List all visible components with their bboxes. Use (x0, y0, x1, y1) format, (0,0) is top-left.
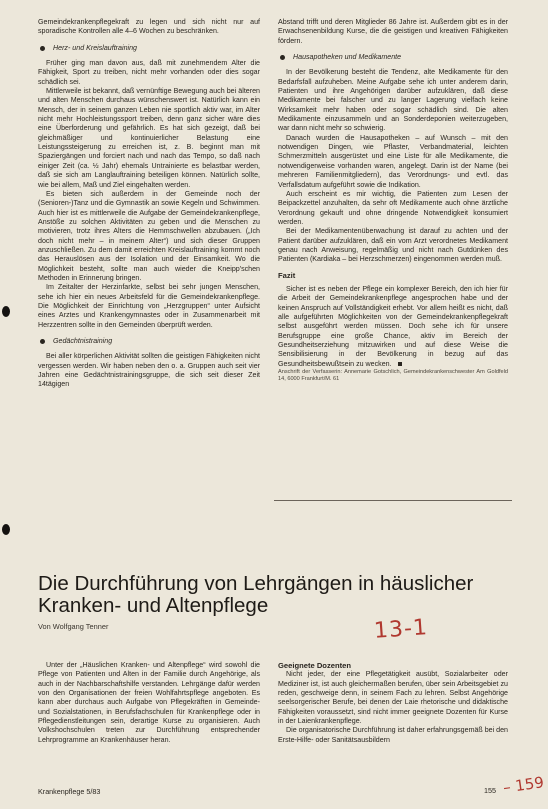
top-right-column (278, 18, 508, 383)
paragraph: Abstand trifft und deren Mitglieder 86 Jahre ist. Außerdem gibt es in der Erwachsenenbildung Kurse, die die geistigen und kreativen Fähigkeiten fördern. (278, 18, 508, 45)
subheading: Geeignete Dozenten (278, 661, 351, 670)
punch-hole (2, 306, 10, 317)
end-mark-icon (398, 362, 402, 366)
paragraph (278, 285, 508, 369)
paragraph: In der Bevölkerung besteht die Tendenz, alte Medikamente für den Bedarfsfall aufzuheben. Meine Aufgabe sehe ich unter anderem darin, Patienten und ihre Angehörigen darüber aufzuklären, daß diese Medikamente bei falscher und zu langer Lagerung vielfach keine Wirksamkeit mehr haben oder sogar schädlich sind. Die alten Medikamente einzusammeln und an Sonderdeponien weiterzugeben, war dann nicht mehr so schwierig. (278, 68, 508, 133)
paragraph: Die organisatorische Durchführung ist daher erfahrungsgemäß bei den Erste-Hilfe- oder Sanitätsausbildern (278, 726, 509, 744)
paragraph: Früher ging man davon aus, daß mit zunehmendem Alter die Fähigkeit, Sport zu treiben, nicht mehr vorhanden oder dies sogar schädlich sei. (38, 59, 260, 86)
bullet-icon (40, 46, 45, 51)
handwritten-page-mark: – 159 (501, 773, 545, 797)
paragraph: Unter der „Häuslichen Kranken- und Altenpflege“ wird sowohl die Pflege von Patienten und Alten in der Familie durch Angehörige, als auch in der Nachbarschaftshilfe verstanden. Lehrgänge dafür werden von den Organisationen der freien Wohlfahrtspflege angeboten. Es kann aber durchaus auch Aufgabe von Pflegekräften in Gemeinde- und Sozialstationen, in Berufsfachschulen für Krankenpflege oder in Pflegedienstleitungen sein, derartige Kurse zu organisieren. Auch Volkshochschulen treten zur Durchführung entsprechender Lehrprogramme an Krankenhäuser heran. (38, 661, 260, 744)
paragraph: Bei der Medikamentenüberwachung ist darauf zu achten und der Patient darüber aufzuklären, daß ein vom Arzt verordnetes Medikament genau nach Anweisung, regelmäßig und nicht nach Gutdünken des Patienten (Kardiaka – bei Herzschmerzen) eingenommen werden muß. (278, 227, 508, 264)
section-heading-text: Gedächtnistraining (53, 337, 113, 345)
article-right-column (278, 661, 508, 745)
paragraph-text: Sicher ist es neben der Pflege ein komplexer Bereich, den ich hier für die Arbeit der Gemeindekrankenpflege angesprochen habe und der keinen Anspruch auf Vollständigkeit erhebt. Vor allem heißt es nicht, daß alle aufgeführten Möglichkeiten von der Gemeindekrankenpflegekraft selbst ausgeführt werden müssen. Doch sehe ich für unsere Berufsgruppe eine große Chance, aktiv im Bereich der Gesundheitserziehung mitzuwirken und auf diese Weise die Sensibilisierung in der Bevölkerung in bezug auf das Gesundheitsbewußtsein zu wecken. (278, 284, 508, 368)
paragraph: Bei aller körperlichen Aktivität sollten die geistigen Fähigkeiten nicht vergessen werden. Wir haben neben den o. a. Gruppen auch seit vier Jahren eine Gedächtnistrainingsgruppe, die sich seit dieser Zeit 14tägigen (38, 352, 260, 389)
byline: Von Wolfgang Tenner (38, 622, 109, 631)
section-heading (278, 53, 508, 62)
paragraph: Mittlerweile ist bekannt, daß vernünftige Bewegung auch bei älteren und alten Menschen durchaus wünschenswert ist. Natürlich kann ein Mensch, der in seinem ganzen Leben nie sportlich aktiv war, im Alter nicht mehr Hochleistungssport treiben, denn ganz sicher wäre dies eine Überforderung und gefährlich. Es hat sich gezeigt, daß bei gleichmäßiger und kontinuierlicher Belastung eine Leistungssteigerung zu erreichen ist, z. B. beginnt man mit Spaziergängen und forciert nach und nach das Tempo, so daß nach einiger Zeit (ca. ½ Jahr) ehemals Untrainierte es belastbar werden, daß sie sich am Langlauftraining beteiligen können. Natürlich sollte, wie bei allem, Maß und Ziel eingehalten werden. (38, 87, 260, 189)
bullet-icon (40, 339, 45, 344)
fazit-heading: Fazit (278, 270, 296, 280)
paragraph: Nicht jeder, der eine Pflegetätigkeit ausübt, Sozialarbeiter oder Mediziner ist, ist auch gleichermaßen berufen, über sein Arbeitsgebiet zu reden, geschweige denn, in seinem Fach zu lehren. Selbst Angehörige seelsorgerischer Berufe, bei denen der Laie rhetorische und didaktische Fähigkeiten voraussetzt, sind nicht immer geeignete Dozenten für Kurse in der Laienkrankenpflege. (278, 670, 508, 726)
section-heading-text: Herz- und Kreislauftraining (53, 43, 137, 52)
handwritten-note: 13-1 (373, 615, 429, 644)
page-number: 155 (484, 786, 496, 795)
paragraph: Im Zeitalter der Herzinfarkte, selbst bei sehr jungen Menschen, sehe ich hier ein neues Arbeitsfeld für die Gemeindekrankenpflege. Die Möglichkeit der Einrichtung von „Herzgruppen“ unter Aufsicht eines Arztes und Krankengymnastes oder in Zusammenarbeit mit Herzzentren sollte in den Gemeinden überprüft werden. (38, 283, 260, 329)
paragraph: Es bieten sich außerdem in der Gemeinde noch der (Senioren-)Tanz und die Gymnastik an sowie Kegeln und Schwimmen. Auch hier ist es mittlerweile die Aufgabe der Gemeindekrankenpflege, Anstöße zu solchen Aktivitäten zu geben und die Menschen zu motivieren, trotz ihres Alters die Hemmschwellen abzubauen. („Ich doch nicht mehr – in meinem Alter“) und sich dieser Gruppen anzuschließen. Zu dem damit erreichten Kreislauftraining kommt noch das Herauslösen aus der Isolation und der Einsamkeit. Wo die Möglichkeit besteht, sollte man auch wieder die Kneipp'schen Methoden in Erinnerung bringen. (38, 189, 260, 282)
section-heading-text: Hausapotheken und Medikamente (293, 53, 402, 62)
article-title: Die Durchführung von Lehrgängen in häuslicher Kranken- und Altenpflege (38, 572, 474, 617)
section-heading (38, 337, 260, 346)
author-address: Anschrift der Verfasserin: Annemarie Gotschlich, Gemeindekrankenschwester Am Goldfeld 14, 6000 Frankfurt/M. 61 (278, 369, 508, 383)
journal-footer: Krankenpflege 5/83 (38, 787, 101, 796)
paragraph: Gemeindekrankenpflegekraft zu legen und sich nicht nur auf sporadische Kontrollen alle 4–6 Wochen zu beschränken. (38, 18, 260, 36)
divider (274, 500, 512, 501)
article-left-column (38, 661, 260, 745)
bullet-icon (280, 55, 285, 60)
punch-hole (2, 524, 10, 535)
paragraph: Auch erscheint es mir wichtig, die Patienten zum Lesen der Beipackzettel anzuhalten, da sehr oft Medikamente auch ohne ärztliche Verordnung gekauft und ohne dringende Notwendigkeit konsumiert werden. (278, 189, 508, 226)
section-heading (38, 44, 260, 53)
paragraph: Danach wurden die Hausapotheken – auf Wunsch – mit den notwendigen Dingen, wie Pflaster, Verbandmaterial, leichten Schmerzmitteln ausgerüstet und eine Liste für alle Medikamente, die notwendigerweise vorhanden waren, angelegt. Darin ist der Name (bei mehreren Familienmitgliedern), das Verordnungs- und evtl. das Verfallsdatum aufgeführt sowie die Indikation. (278, 133, 508, 189)
top-left-column (38, 18, 260, 390)
